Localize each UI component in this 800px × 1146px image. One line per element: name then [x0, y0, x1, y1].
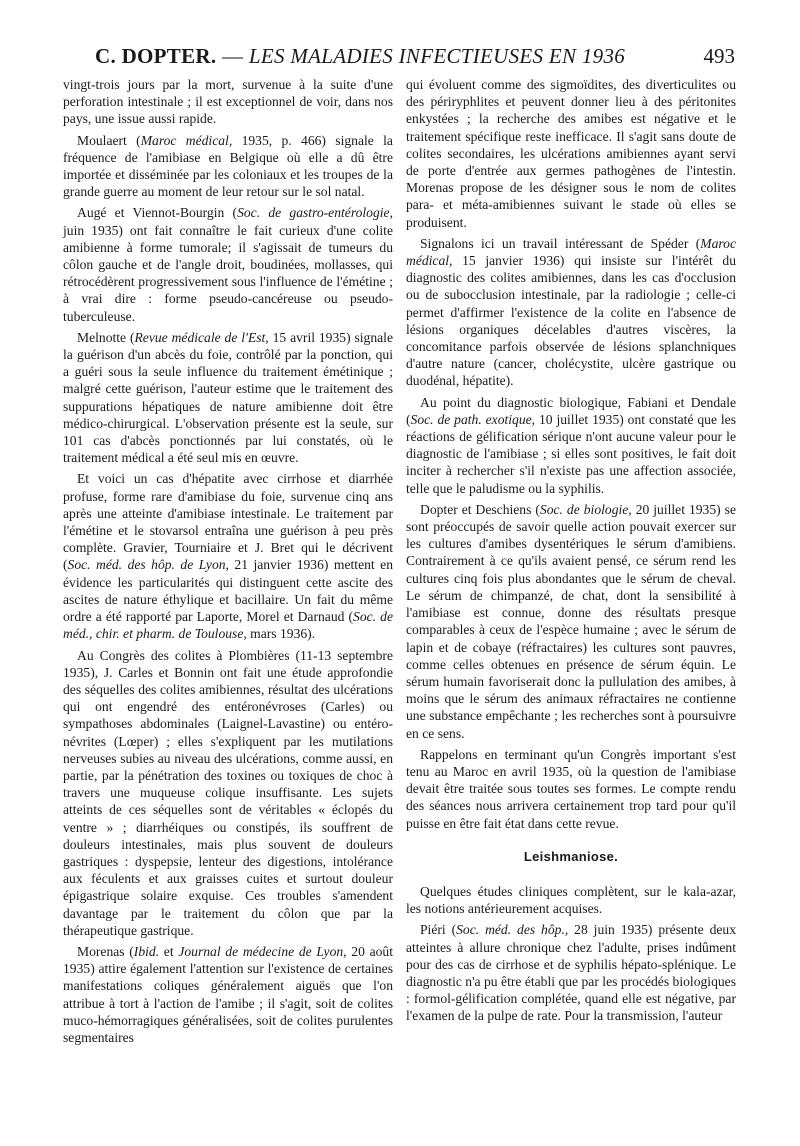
text-run: mars 1936). [246, 626, 316, 642]
text-run: 15 avril 1935) signale la guérison d'un abcès du foie, contrôlé par la ponction, qui a guéri sous la seule influence du traitement émétinique ; malgré cette guérison, l'auteur estime que le traitement des suppurations hépatiques de nature amibienne doit être médico-chirurgical. L'observation présente est la seule, sur 101 cas d'abcès ponctionnés par lui constatés, où le traitement médical a été seul mis en œuvre. [63, 329, 393, 466]
citation-italic: Soc. de méd., chir. et pharm. de Toulouse, [63, 609, 393, 642]
text-run: juin 1935) ont fait connaître le fait curieux d'une colite amibienne à forme tumorale; il s'agissait de tumeurs du côlon gauche et de l'angle droit, boudinées, mollasses, qui rétrocédèrent progressivement sous l'influence de l'émétine ; à vrai dire : forme pseudo-cancéreuse ou pseudo-tuberculeuse. [63, 222, 393, 324]
running-header [95, 44, 735, 74]
citation-italic: Ibid. [133, 943, 160, 959]
citation-italic: Maroc médical, [140, 132, 233, 148]
text-run: 28 juin 1935) présente deux atteintes à allure chronique chez l'adulte, prises indûment pour des cas de cirrhose et de syphilis hépato-splénique. Le diagnostic n'a pu être établi que par les procédés biologiques : formol-gélification complétée, quand elle est négative, par l'examen de la pulpe de rate. Pour la transmission, l'auteur [406, 922, 736, 1024]
citation-italic: Revue médicale de l'Est, [134, 329, 269, 345]
text-run: Morenas ( [77, 943, 134, 959]
header-title [95, 44, 625, 69]
paragraph [63, 204, 393, 324]
paragraph [63, 647, 393, 939]
paragraph [406, 921, 736, 1024]
left-column [63, 76, 393, 1050]
citation-italic: Soc. de path. exotique, [410, 411, 536, 427]
paragraph [406, 746, 736, 832]
text-run: 21 janvier 1936) mettent en évidence les particularités qui distinguent cette ascite des ascites de nature éthylique et bacillaire. Un fait du même ordre a été rapporté par Laporte, Morel et Darnaud ( [63, 557, 393, 625]
paragraph [63, 329, 393, 467]
text-run: Et voici un cas d'hépatite avec cirrhose et diarrhée profuse, forme rare d'amibiase du foie, survenue cinq ans après une atteinte d'amibiase intestinale. Le traitement par l'émétine et le stovarsol entraîna une guérison à peu près complète. Gravier, Tourniaire et J. Bret qui le décrivent ( [63, 471, 393, 573]
text-run: Moulaert ( [77, 132, 141, 148]
text-run: 10 juillet 1935) ont constaté que les réactions de gélification sérique n'ont aucune valeur pour le diagnostic de l'amibiase ; si elles sont positives, le fait doit inciter à rechercher s'il n'existe pas une affection associée, telle que le paludisme ou la syphilis. [406, 411, 736, 496]
paragraph [406, 501, 736, 742]
text-run: 20 juillet 1935) se sont préoccupés de savoir quelle action pouvait exercer sur les cultures d'amibes dysentériques le sérum d'amibiens. Contrairement à ce qu'ils avaient pensé, ce sérum rend les cultures cinq fois plus abondantes que le sérum de cheval. Le sérum de chimpanzé, de chat, dont la sensibilité à l'amibiase est connue, donne des résultats presque comparables à ceux de l'espèce humaine ; avec le sérum de lapin et de cobaye (réfractaires) les cultures sont pauvres, comme celles obtenues en présence de sérum équin. Le sérum humain favoriserait donc la pullulation des amibes, à moins que le sérum des animaux réfractaires ne contienne une substance empêchante ; les recherches sont à poursuivre en ce sens. [406, 501, 736, 741]
citation-italic: Maroc médical, [406, 235, 736, 269]
text-run: Au Congrès des colites à Plombières (11-13 septembre 1935), J. Carles et Bonnin ont fait une étude approfondie des séquelles des colites amibiennes, résultat des ulcérations qui ont engendré des entéronévroses (Carles) ou sympathoses abdominales (Laignel-Lavastine) ou entéro-névrites (Lœper) ; elles s'expliquent par les mutilations nerveuses subies au niveau des ulcérations, comme aussi, en partie, par la pénétration des toxines ou toxiques de choc à travers une muqueuse colique insuffisante. Les sujets atteints de ces séquelles sont de véritables « éclopés du ventre » ; diarrhéiques ou constipés, ils souffrent de douleurs intestinales, mais plus souvent de douleurs gastriques : dyspepsie, lenteur des digestions, intolérance aux féculents et aux graisses cuites et surtout douleur épigastrique solaire exquise. Ces troubles s'amendent davantage par le traitement du côlon que par la thérapeutique gastrique. [63, 647, 393, 938]
page-number: 493 [703, 44, 735, 68]
paragraph [63, 470, 393, 642]
text-run: qui évoluent comme des sigmoïdites, des diverticulites ou des périryphlites et peuvent donner lieu à des péritonites enkystées ; la recherche des amibes est négative et le traitement spécifique reste inefficace. Il s'agit sans doute de colites secondaires, les ulcérations amibiennes ayant servi de porte d'entrée aux germes pathogènes de l'intestin. Morenas propose de les désigner sous le nom de colites para- et méta-amibiennes suivant le stade où elles se produisent. [406, 77, 736, 230]
paragraph [406, 76, 736, 231]
header-dash: — [222, 44, 244, 68]
paragraph [63, 943, 393, 1046]
paragraph [63, 76, 393, 128]
citation-italic: Soc. de gastro-entérologie, [237, 205, 393, 221]
header-author: C. DOPTER. [95, 44, 217, 68]
text-run: Melnotte ( [77, 329, 135, 345]
citation-italic: Soc. de biologie, [539, 501, 632, 517]
section-title-leishmaniose: Leishmaniose. [523, 848, 619, 864]
right-column [406, 76, 736, 1029]
citation-italic: Journal de médecine de Lyon, [178, 943, 347, 959]
text-run: Signalons ici un travail intéressant de Spéder ( [420, 235, 701, 251]
text-run: Au point du diagnostic biologique, Fabiani et Dendale ( [406, 394, 736, 427]
text-run: Augé et Viennot-Bourgin ( [77, 205, 238, 221]
paragraph [406, 394, 736, 497]
text-run: et [159, 943, 179, 959]
text-run: Quelques études cliniques complètent, sur le kala-azar, les notions antérieurement acquises. [406, 883, 736, 917]
text-run: Rappelons en terminant qu'un Congrès important s'est tenu au Maroc en avril 1935, où la question de l'amibiase devait être traitée sous toutes ses formes. Le compte rendu des séances nous arrivera certainement trop tard pour qu'il puisse en être fait état dans cette revue. [406, 746, 736, 831]
text-run: 15 janvier 1936) qui insiste sur l'intérêt du diagnostic des colites amibiennes, dans les cas d'occlusion ou de subocclusion intestinale, par la radiologie ; celle-ci permet d'affirmer l'existence de la colite en l'absence de lésions organiques décelables d'autres viscères, la concomitance parfois observée de lésions splanchniques d'autre nature (cancer, cholécystite, ulcère gastrique ou duodénal, hépatite). [406, 253, 736, 389]
citation-italic: Soc. méd. des hôp. de Lyon, [67, 557, 229, 573]
right-column-top [406, 76, 736, 832]
right-column-bottom [406, 883, 736, 1025]
header-topic: LES MALADIES INFECTIEUSES EN 1936 [248, 44, 626, 68]
paragraph [406, 235, 736, 390]
citation-italic: Soc. méd. des hôp., [456, 922, 569, 938]
text-run: vingt-trois jours par la mort, survenue à la suite d'une perforation intestinale ; il est exceptionnel de voir, dans nos pays, une issue aussi rapide. [63, 77, 393, 127]
paragraph [406, 883, 736, 917]
text-run: 1935, p. 466) signale la fréquence de l'amibiase en Belgique où elle a dû être importée et disséminée par les coloniaux et les troupes de la grande guerre au moment de leur retour sur le sol natal. [63, 132, 393, 200]
paragraph [63, 132, 393, 201]
text-run: 20 août 1935) attire également l'attention sur l'existence de certaines manifestations coliques généralement aiguës que l'on attribue à tort à l'action de l'amibe ; il s'agit, soit de colites muco-hémorragiques généralisées, soit de colites purulentes segmentaires [63, 943, 393, 1045]
text-run: Dopter et Deschiens ( [420, 501, 540, 517]
text-run: Piéri ( [420, 922, 457, 938]
